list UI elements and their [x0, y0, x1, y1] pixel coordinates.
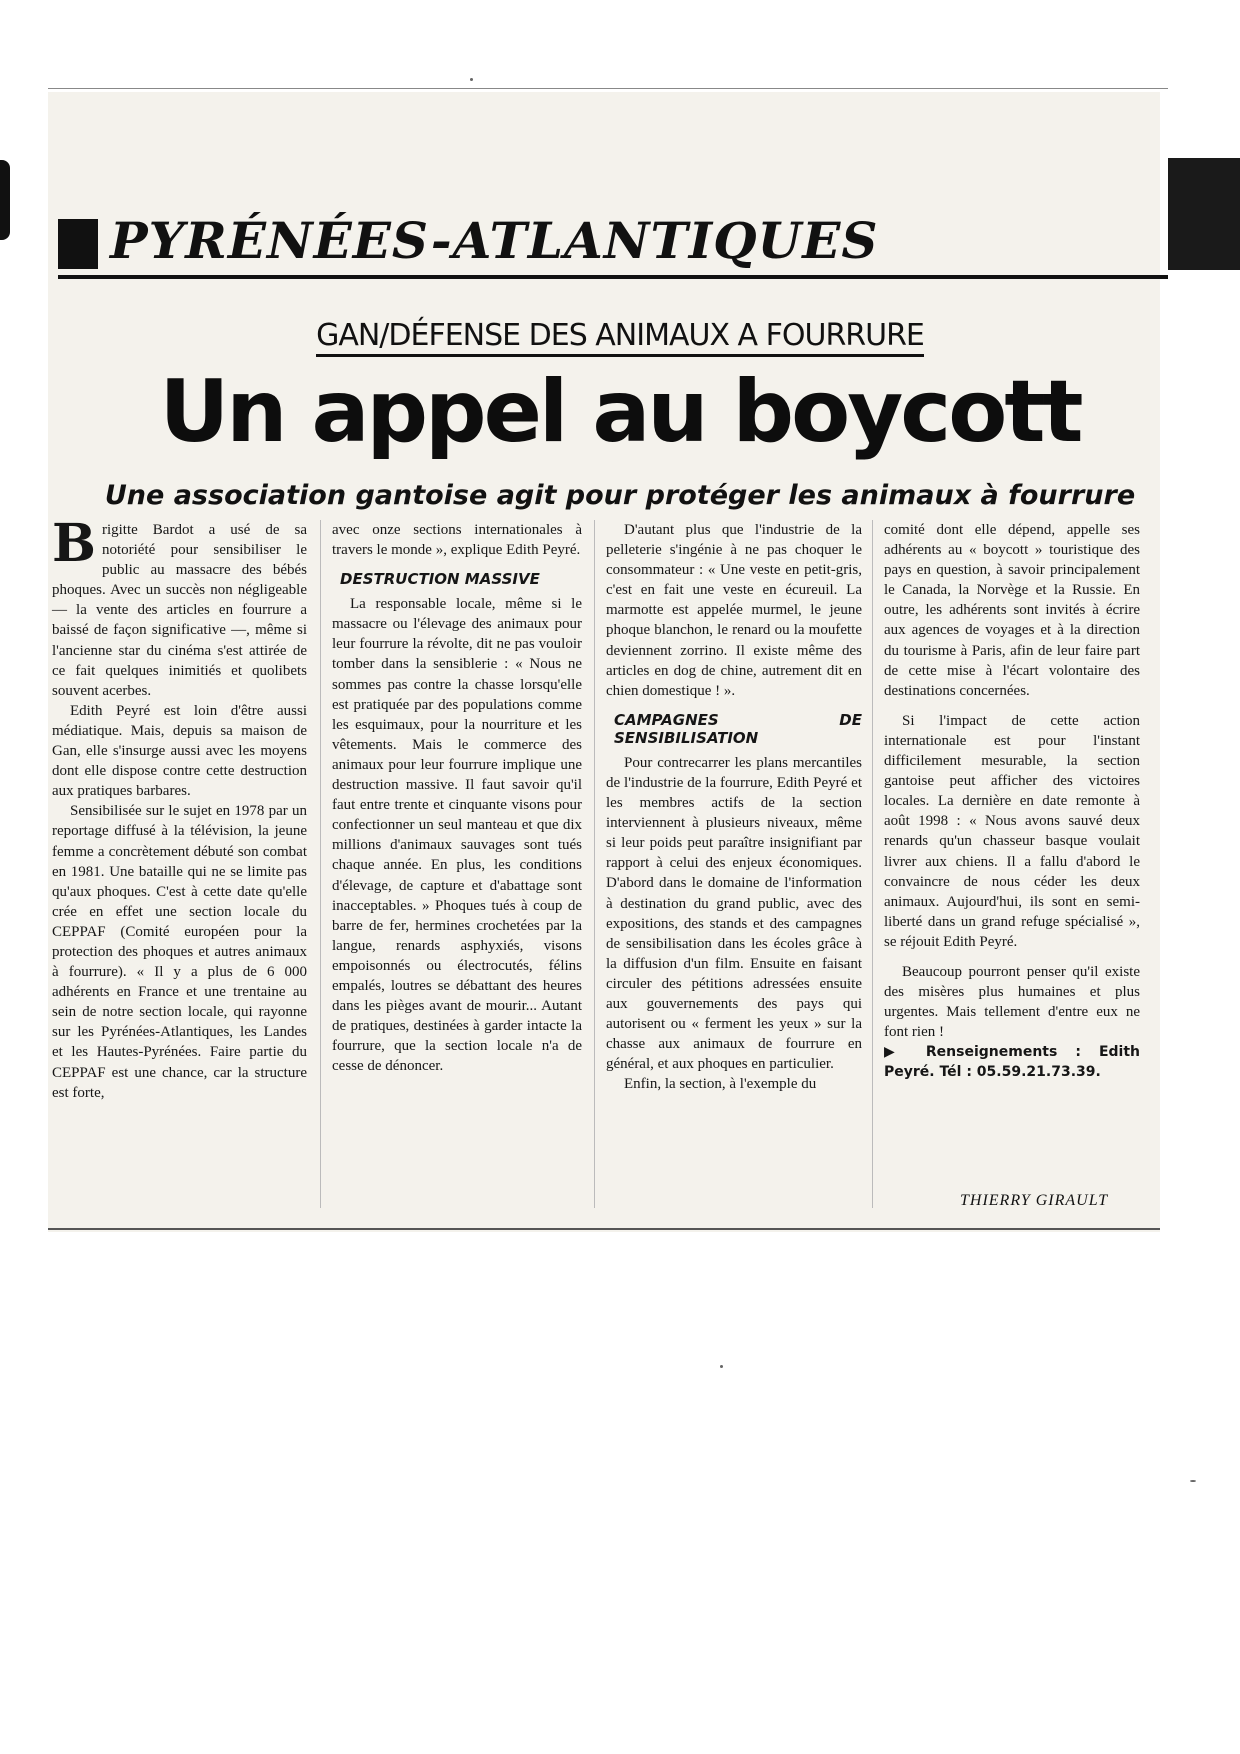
headline: Un appel au boycott	[159, 362, 1081, 462]
paragraph	[52, 513, 307, 701]
paragraph: D'autant plus que l'industrie de la pelleterie s'ingénie à ne pas choquer le consommateur : « Une veste en petit-gris, c'est en fait une veste en écureuil. La marmotte est appelée murmel, le jeune phoque blanchon, le renard ou la moufette deviennent zorrino. Il existe même des articles en dog de chine, autrement dit en chien domestique ! ».	[606, 522, 862, 699]
column-divider	[320, 520, 321, 1208]
paragraph: La responsable locale, même si le massacre ou l'élevage des animaux pour leur fourrure la révolte, dit ne pas vouloir tomber dans la sensiblerie : « Nous ne sommes pas contre la chasse lorsqu'elle est pratiquée par des populations comme les esquimaux, pour la nourriture et les vêtements. Mais le commerce des animaux pour leur fourrure implique une destruction massive. Il faut savoir qu'il faut entre trente et cinquante visons pour confectionner un seul manteau et que dix millions d'animaux sauvages sont tués chaque année. En plus, les conditions d'élevage, de capture et d'abattage sont inacceptables. » Phoques tués à coup de barre de fer, hermines crochetées par la langue, renards asphyxiés, visons empoisonnés ou électrocutés, félins empalés, loutres se débattant des heures dans les pièges avant de mourir... Autant de pratiques, destinées à garder intacte la fourrure, que la section locale n'a de cesse de dénoncer.	[332, 596, 582, 1075]
bottom-edge-line	[48, 1228, 1160, 1230]
section-banner	[58, 205, 1168, 279]
info-contact: ▶ Renseignements : Edith Peyré. Tél : 05.59.21.73.39.	[884, 1044, 1140, 1081]
scan-speck	[470, 78, 473, 81]
scan-edge-left	[0, 160, 10, 240]
kicker	[0, 318, 1240, 353]
scan-edge-right	[1168, 158, 1240, 270]
paragraph: Beaucoup pourront penser qu'il existe des misères plus humaines et plus urgentes. Mais tellement d'entre eux ne font rien !	[884, 963, 1140, 1041]
intertitle: CAMPAGNES DE SENSIBILISATION	[614, 710, 862, 747]
paragraph-text: rigitte Bardot a usé de sa notoriété pour sensibiliser le public au massacre des bébés phoques. Avec un succès non négligeable — la vente des articles en fourrure a baissé de façon significative —, même si l'ancienne star du cinéma s'est attirée de ce fait quelques inimitiés et quolibets souvent acerbes.	[52, 522, 307, 699]
intertitle: DESTRUCTION MASSIVE	[340, 570, 540, 589]
article-column-1	[52, 513, 307, 1103]
section-title: PYRÉNÉES-ATLANTIQUES	[110, 211, 879, 270]
column-divider	[594, 520, 595, 1208]
paragraph: avec onze sections internationales à travers le monde », explique Edith Peyré.	[332, 522, 582, 559]
scan-speck	[720, 1365, 723, 1368]
article-column-2	[332, 520, 582, 1076]
subheadline: Une association gantoise agit pour protéger les animaux à fourrure	[104, 480, 1136, 511]
column-divider	[872, 520, 873, 1208]
top-edge-line	[48, 88, 1168, 89]
article-column-3	[606, 520, 862, 1094]
drop-cap: B	[52, 513, 96, 574]
byline: THIERRY GIRAULT	[960, 1192, 1109, 1209]
paragraph: Si l'impact de cette action internationale est pour l'instant difficilement mesurable, la section gantoise peut afficher des victoires locales. La dernière en date remonte à août 1998 : « Nous avons sauvé deux renards qu'un chasseur basque voulait livrer aux chiens. Il a fallu d'abord le convaincre de nous céder les deux animaux. Aujourd'hui, ils sont en semi-liberté dans un grand refuge spécialisé », se réjouit Edith Peyré.	[884, 712, 1140, 950]
scan-speck	[1190, 1480, 1196, 1482]
article-column-4	[884, 520, 1140, 1082]
paragraph: comité dont elle dépend, appelle ses adhérents au « boycott » touristique des pays en question, à savoir principalement le Canada, la Norvège et la Russie. En outre, les adhérents sont invités à écrire aux agences de voyages et à la direction du tourisme à Paris, afin de leur faire part de cette mise à l'écart volontaire des destinations concernées.	[884, 522, 1140, 699]
paragraph: Enfin, la section, à l'exemple du	[624, 1076, 817, 1093]
paragraph: Edith Peyré est loin d'être aussi médiatique. Mais, depuis sa maison de Gan, elle s'insurge aussi avec les moyens dont elle dispose contre cette destruction aux pratiques barbares.	[52, 702, 307, 800]
paragraph: Pour contrecarrer les plans mercantiles de l'industrie de la fourrure, Edith Peyré et les membres actifs de la section interviennent à plusieurs niveaux, même si leur poids peut paraître insignifiant par rapport à celui des enjeux économiques. D'abord dans le domaine de l'information à destination du grand public, avec des expositions, des stands et des campagnes de sensibilisation dans les écoles grâce à la diffusion d'un film. Ensuite en faisant circuler des pétitions adressées ensuite aux gouvernements des pays qui autorisent ou « ferment les yeux » sur la chasse aux animaux de fourrure en général, et aux phoques en particulier.	[606, 754, 862, 1073]
paragraph: Sensibilisée sur le sujet en 1978 par un reportage diffusé à la télévision, la jeune femme a concrètement débuté son combat en 1981. Une bataille qui ne se limite pas qu'aux phoques. C'est à cette date qu'elle crée en effet une section locale du CEPPAF (Comité européen pour la protection des phoques et autres animaux à fourrure). « Il y a plus de 6 000 adhérents en France et une trentaine au sein de notre section locale, qui rayonne sur les Pyrénées-Atlantiques, les Landes et les Hautes-Pyrénées. Faire partie du CEPPAF est une chance, car la structure est forte,	[52, 803, 307, 1101]
section-square-marker	[58, 219, 98, 269]
kicker-text: GAN/DÉFENSE DES ANIMAUX A FOURRURE	[316, 318, 924, 357]
